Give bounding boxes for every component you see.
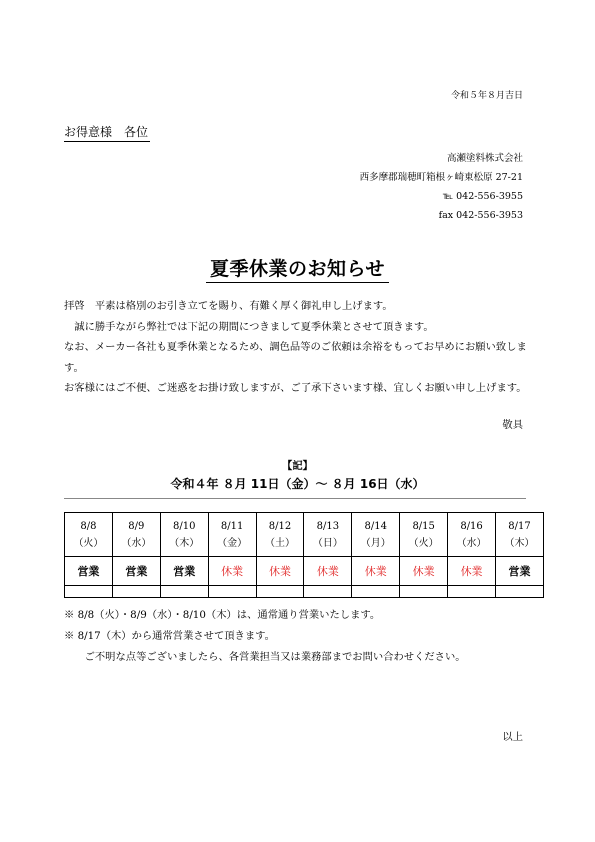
sender-tel: ℡ 042-556-3955 bbox=[442, 191, 523, 202]
schedule-date: 8/10 bbox=[172, 520, 196, 532]
schedule-date-cell bbox=[304, 513, 352, 557]
schedule-date-cell bbox=[256, 513, 304, 557]
schedule-gap-cell bbox=[65, 586, 113, 598]
schedule-status-cell bbox=[496, 557, 544, 586]
sender-block bbox=[360, 149, 523, 225]
schedule-status-cell bbox=[65, 557, 113, 586]
schedule-gap-cell bbox=[208, 586, 256, 598]
schedule-date: 8/9 bbox=[128, 520, 145, 532]
note-line: ※ 8/17（木）から通常営業させて頂きます。 bbox=[64, 630, 275, 642]
schedule-date: 8/13 bbox=[316, 520, 340, 532]
sender-address: 西多摩郡瑞穂町箱根ヶ崎東松原 27-21 bbox=[359, 172, 523, 183]
document-date: 令和５年８月吉日 bbox=[450, 91, 523, 101]
schedule-weekday: （月） bbox=[360, 537, 391, 549]
schedule-date: 8/11 bbox=[220, 520, 244, 532]
schedule-date-cell bbox=[352, 513, 400, 557]
status-open: 営業 bbox=[508, 565, 531, 578]
schedule-table bbox=[64, 512, 544, 598]
closing-keigu: 敬具 bbox=[502, 419, 523, 431]
schedule-weekday: （金） bbox=[217, 537, 248, 549]
status-closed: 休業 bbox=[460, 565, 483, 578]
schedule-date-cell bbox=[400, 513, 448, 557]
schedule-gap-cell bbox=[112, 586, 160, 598]
status-closed: 休業 bbox=[269, 565, 291, 578]
status-open: 営業 bbox=[173, 565, 196, 578]
schedule-weekday: （木） bbox=[504, 537, 535, 549]
schedule-gap-cell bbox=[256, 586, 304, 598]
schedule-status-row bbox=[65, 557, 544, 586]
schedule-status-cell bbox=[112, 557, 160, 586]
status-closed: 休業 bbox=[221, 565, 244, 578]
note-line: ご不明な点等ございましたら、各営業担当又は業務部までお問い合わせください。 bbox=[64, 651, 466, 663]
schedule-date: 8/12 bbox=[268, 520, 292, 532]
schedule-status-cell bbox=[256, 557, 304, 586]
schedule-status-cell bbox=[400, 557, 448, 586]
note-line: ※ 8/8（火）・8/9（水）・8/10（木）は、通常通り営業いたします。 bbox=[64, 609, 381, 621]
schedule-weekday: （水） bbox=[456, 537, 487, 549]
schedule-date-cell bbox=[208, 513, 256, 557]
schedule-date-row bbox=[65, 513, 544, 557]
schedule-gap-cell bbox=[496, 586, 544, 598]
schedule-date: 8/8 bbox=[80, 520, 97, 532]
schedule-weekday: （火） bbox=[73, 537, 104, 549]
title-wrap bbox=[0, 254, 595, 281]
status-open: 営業 bbox=[125, 565, 148, 578]
status-closed: 休業 bbox=[364, 565, 387, 578]
schedule-weekday: （日） bbox=[312, 537, 343, 549]
schedule-date-cell bbox=[160, 513, 208, 557]
body-paragraph: 拝啓 平素は格別のお引き立てを賜り、有難く厚く御礼申し上げます。 bbox=[64, 300, 393, 312]
schedule-date: 8/15 bbox=[412, 520, 435, 532]
schedule-status-cell bbox=[352, 557, 400, 586]
schedule-gap-cell bbox=[160, 586, 208, 598]
schedule-gap-cell bbox=[400, 586, 448, 598]
schedule-status-cell bbox=[208, 557, 256, 586]
schedule-date-cell bbox=[496, 513, 544, 557]
document-title: 夏季休業のお知らせ bbox=[206, 258, 389, 283]
sender-fax: fax 042-556-3953 bbox=[438, 210, 523, 221]
body-text bbox=[64, 296, 534, 399]
schedule-weekday: （土） bbox=[265, 537, 295, 549]
schedule-date: 8/17 bbox=[508, 520, 531, 532]
schedule-status-cell bbox=[448, 557, 496, 586]
status-open: 営業 bbox=[77, 565, 100, 578]
sender-company: 高瀬塗料株式会社 bbox=[446, 153, 523, 164]
body-paragraph: 誠に勝手ながら弊社では下記の期間につきまして夏季休業とさせて頂きます。 bbox=[64, 320, 434, 333]
notice-heading: 【記】 bbox=[282, 460, 313, 472]
schedule-date-cell bbox=[65, 513, 113, 557]
schedule-date: 8/16 bbox=[460, 520, 483, 532]
schedule-weekday: （水） bbox=[121, 537, 152, 549]
schedule-date: 8/14 bbox=[364, 520, 388, 532]
recipient: お得意様 各位 bbox=[64, 123, 150, 142]
status-closed: 休業 bbox=[412, 565, 435, 578]
schedule-gap-row bbox=[65, 586, 544, 598]
divider bbox=[64, 498, 526, 499]
schedule-gap-cell bbox=[448, 586, 496, 598]
body-paragraph: なお、メーカー各社も夏季休業となるため、調色品等のご依頼は余裕をもってお早めにお願い致します。 bbox=[64, 341, 527, 374]
body-paragraph: お客様にはご不便、ご迷惑をお掛け致しますが、ご了承下さいます様、宜しくお願い申し上げます。 bbox=[64, 382, 527, 394]
schedule-date-cell bbox=[112, 513, 160, 557]
closing-ijo: 以上 bbox=[502, 731, 523, 743]
schedule-status-cell bbox=[160, 557, 208, 586]
schedule-weekday: （木） bbox=[169, 537, 200, 549]
holiday-period: 令和４年 ８月 11日（金）～ ８月 16日（水） bbox=[170, 477, 425, 491]
schedule-status-cell bbox=[304, 557, 352, 586]
schedule-gap-cell bbox=[352, 586, 400, 598]
schedule-gap-cell bbox=[304, 586, 352, 598]
status-closed: 休業 bbox=[316, 565, 339, 578]
notes bbox=[64, 605, 544, 668]
schedule-weekday: （火） bbox=[408, 537, 439, 549]
schedule-date-cell bbox=[448, 513, 496, 557]
